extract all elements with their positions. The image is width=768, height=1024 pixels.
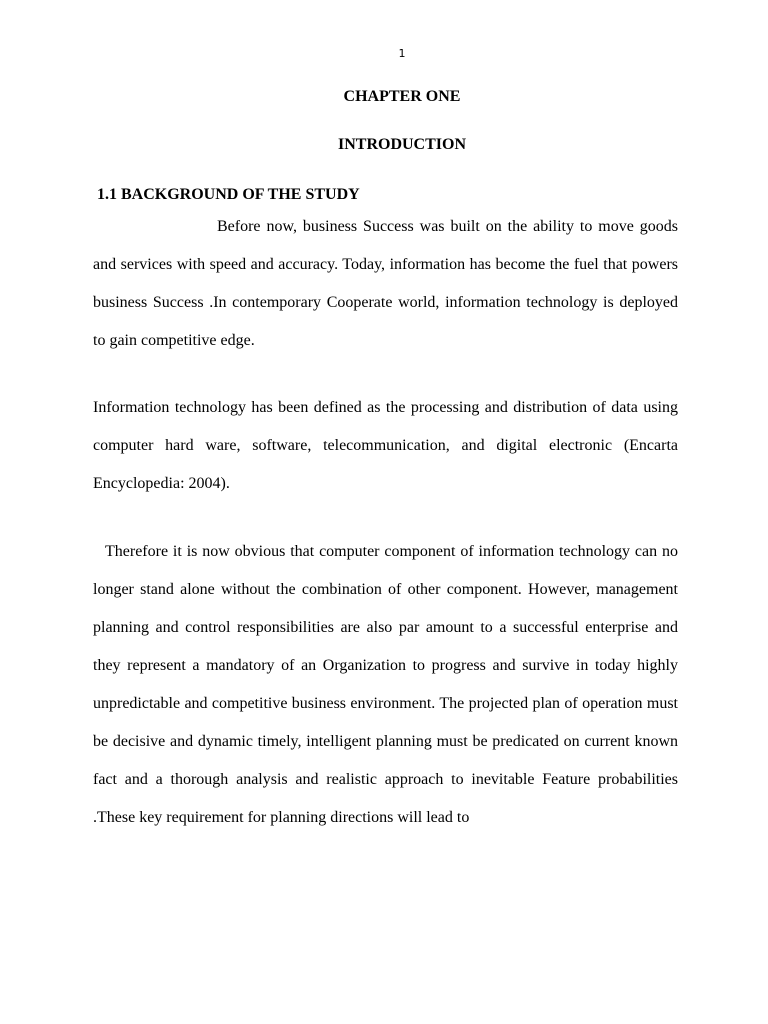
section-heading: 1.1 BACKGROUND OF THE STUDY [97,186,360,203]
page-number: 1 [398,47,406,60]
chapter-title: CHAPTER ONE [343,88,461,105]
chapter-subtitle: INTRODUCTION [337,136,466,153]
paragraph-background-1: Before now, business Success was built on the ability to move goods and services with speed and accuracy. Today, information has become the fuel that powers business Success .In contemporary Cooperate world, information technology is deployed to gain competitive edge. [93,218,678,349]
paragraph-background-2: Information technology has been defined as the processing and distribution of data using computer hard ware, software, telecommunication, and digital electronic (Encarta Encyclopedia: 2004). [93,399,678,492]
paragraph-background-3: Therefore it is now obvious that computer component of information technology can no longer stand alone without the combination of other component. However, management planning and control responsibilities are also par amount to a successful enterprise and they represent a mandatory of an Organization to progress and survive in today highly unpredictable and competitive business environment. The projected plan of operation must be decisive and dynamic timely, intelligent planning must be predicated on current known fact and a thorough analysis and realistic approach to inevitable Feature probabilities .These key requirement for planning directions will lead to [93,543,678,826]
